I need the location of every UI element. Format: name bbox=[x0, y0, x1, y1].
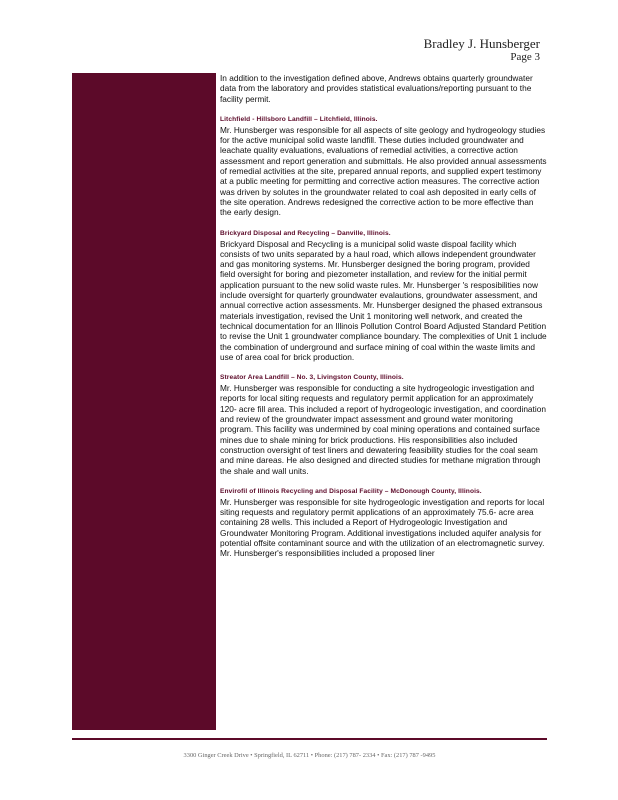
section-title: Streator Area Landfill – No. 3, Livingston County, Illinois. bbox=[220, 374, 404, 382]
section-body: Brickyard Disposal and Recycling is a municipal solid waste dispoal facility which consists of two units separated by a haul road, which allows independent groundwater and gas monitoring systems. Mr. Hunsberger designed the boring program, provided field oversight for boring and piezometer installation, and review for the initial permit application pursuant to the new solid waste rules. Mr. Hunsberger 's resposibilities now include oversight for quarterly groundwater evalautions, groundwater assessment, and annual corrective action assessments. Mr. Hunsberger designed the phased extransous materials investigation, revised the Unit 1 monitoring well network, and created the technical documentation for an Illinois Pollution Control Board Adjusted Standard Petition to revise the Unit 1 groundwater compliance boundary. The complexities of Unit 1 include the combination of underground and surface mining of coal within the waste limits and use of area coal for brick production. bbox=[220, 238, 547, 362]
page-header bbox=[424, 36, 540, 64]
sidebar-color-bar bbox=[72, 73, 216, 730]
intro-paragraph: In addition to the investigation defined above, Andrews obtains quarterly groundwater data from the laboratory and provides statistical evaluations/reporting pursuant to the facility permit. bbox=[220, 73, 533, 104]
section-title: Envirofil of Illinois Recycling and Disposal Facility – McDonough County, Illinois. bbox=[220, 487, 482, 495]
project-section-litchfield bbox=[220, 115, 547, 218]
section-body: Mr. Hunsberger was responsible for site hydrogeologic investigation and reports for local siting requests and regulatory permit applications of an approximately 75.6- acre area containing 28 wells. This included a Report of Hydrogeologic Investigation and Groundwater Monitoring Program. Additional investigations included aquifer analysis for potential offsite contaminant source and with the utilization of an electromagnetic survey. Mr. Hunsberger's responsibilities included a proposed liner bbox=[220, 496, 545, 559]
project-section-brickyard bbox=[220, 229, 547, 363]
section-title: Brickyard Disposal and Recycling – Danville, Illinois. bbox=[220, 229, 391, 237]
footer-address: 3300 Ginger Creek Drive • Springfield, IL 62711 • Phone: (217) 787- 2334 • Fax: (217) 787 -9495 bbox=[183, 752, 436, 759]
page-number: Page 3 bbox=[510, 51, 540, 63]
section-body: Mr. Hunsberger was responsible for all aspects of site geology and hydrogeology studies for the active municipal solid waste landfill. These duties included groundwater and leachate quality evaluations, evaluations of remedial activities, a corrective action assessment and report generation and submittals. He also provided annual assessments of remedial activities at the site, prepared annual reports, and supplied expert testimony at a public meeting for permitting and corrective action measures. The corrective action was driven by solutes in the groundwater related to coal ash deposited in early cells of the site operation. Andrews redesigned the corrective action to be more effective than the early design. bbox=[220, 124, 547, 218]
project-section-streator bbox=[220, 373, 547, 476]
section-body: Mr. Hunsberger was responsible for conducting a site hydrogeologic investigation and reports for local siting requests and regulatory permit application for an approximately 120- acre fill area. This included a report of hydrogeologic investigation, and coordination and review of the groundwater impact assessment and ground water monitoring program. This facility was undermined by coal mining operations and contained surface mines due to shale mining for brick productions. His responsibilities also included construction oversight of test liners and dewatering feasibility studies for the coal seam and mine dareas. He also designed and directed studies for methane migration through the shale and wall units. bbox=[220, 383, 546, 476]
footer-divider bbox=[72, 738, 547, 740]
project-section-envirofil bbox=[220, 487, 547, 559]
section-title: Litchfield - Hillsboro Landfill – Litchfield, Illinois. bbox=[220, 115, 378, 123]
author-name: Bradley J. Hunsberger bbox=[423, 36, 540, 51]
main-content bbox=[220, 73, 547, 559]
